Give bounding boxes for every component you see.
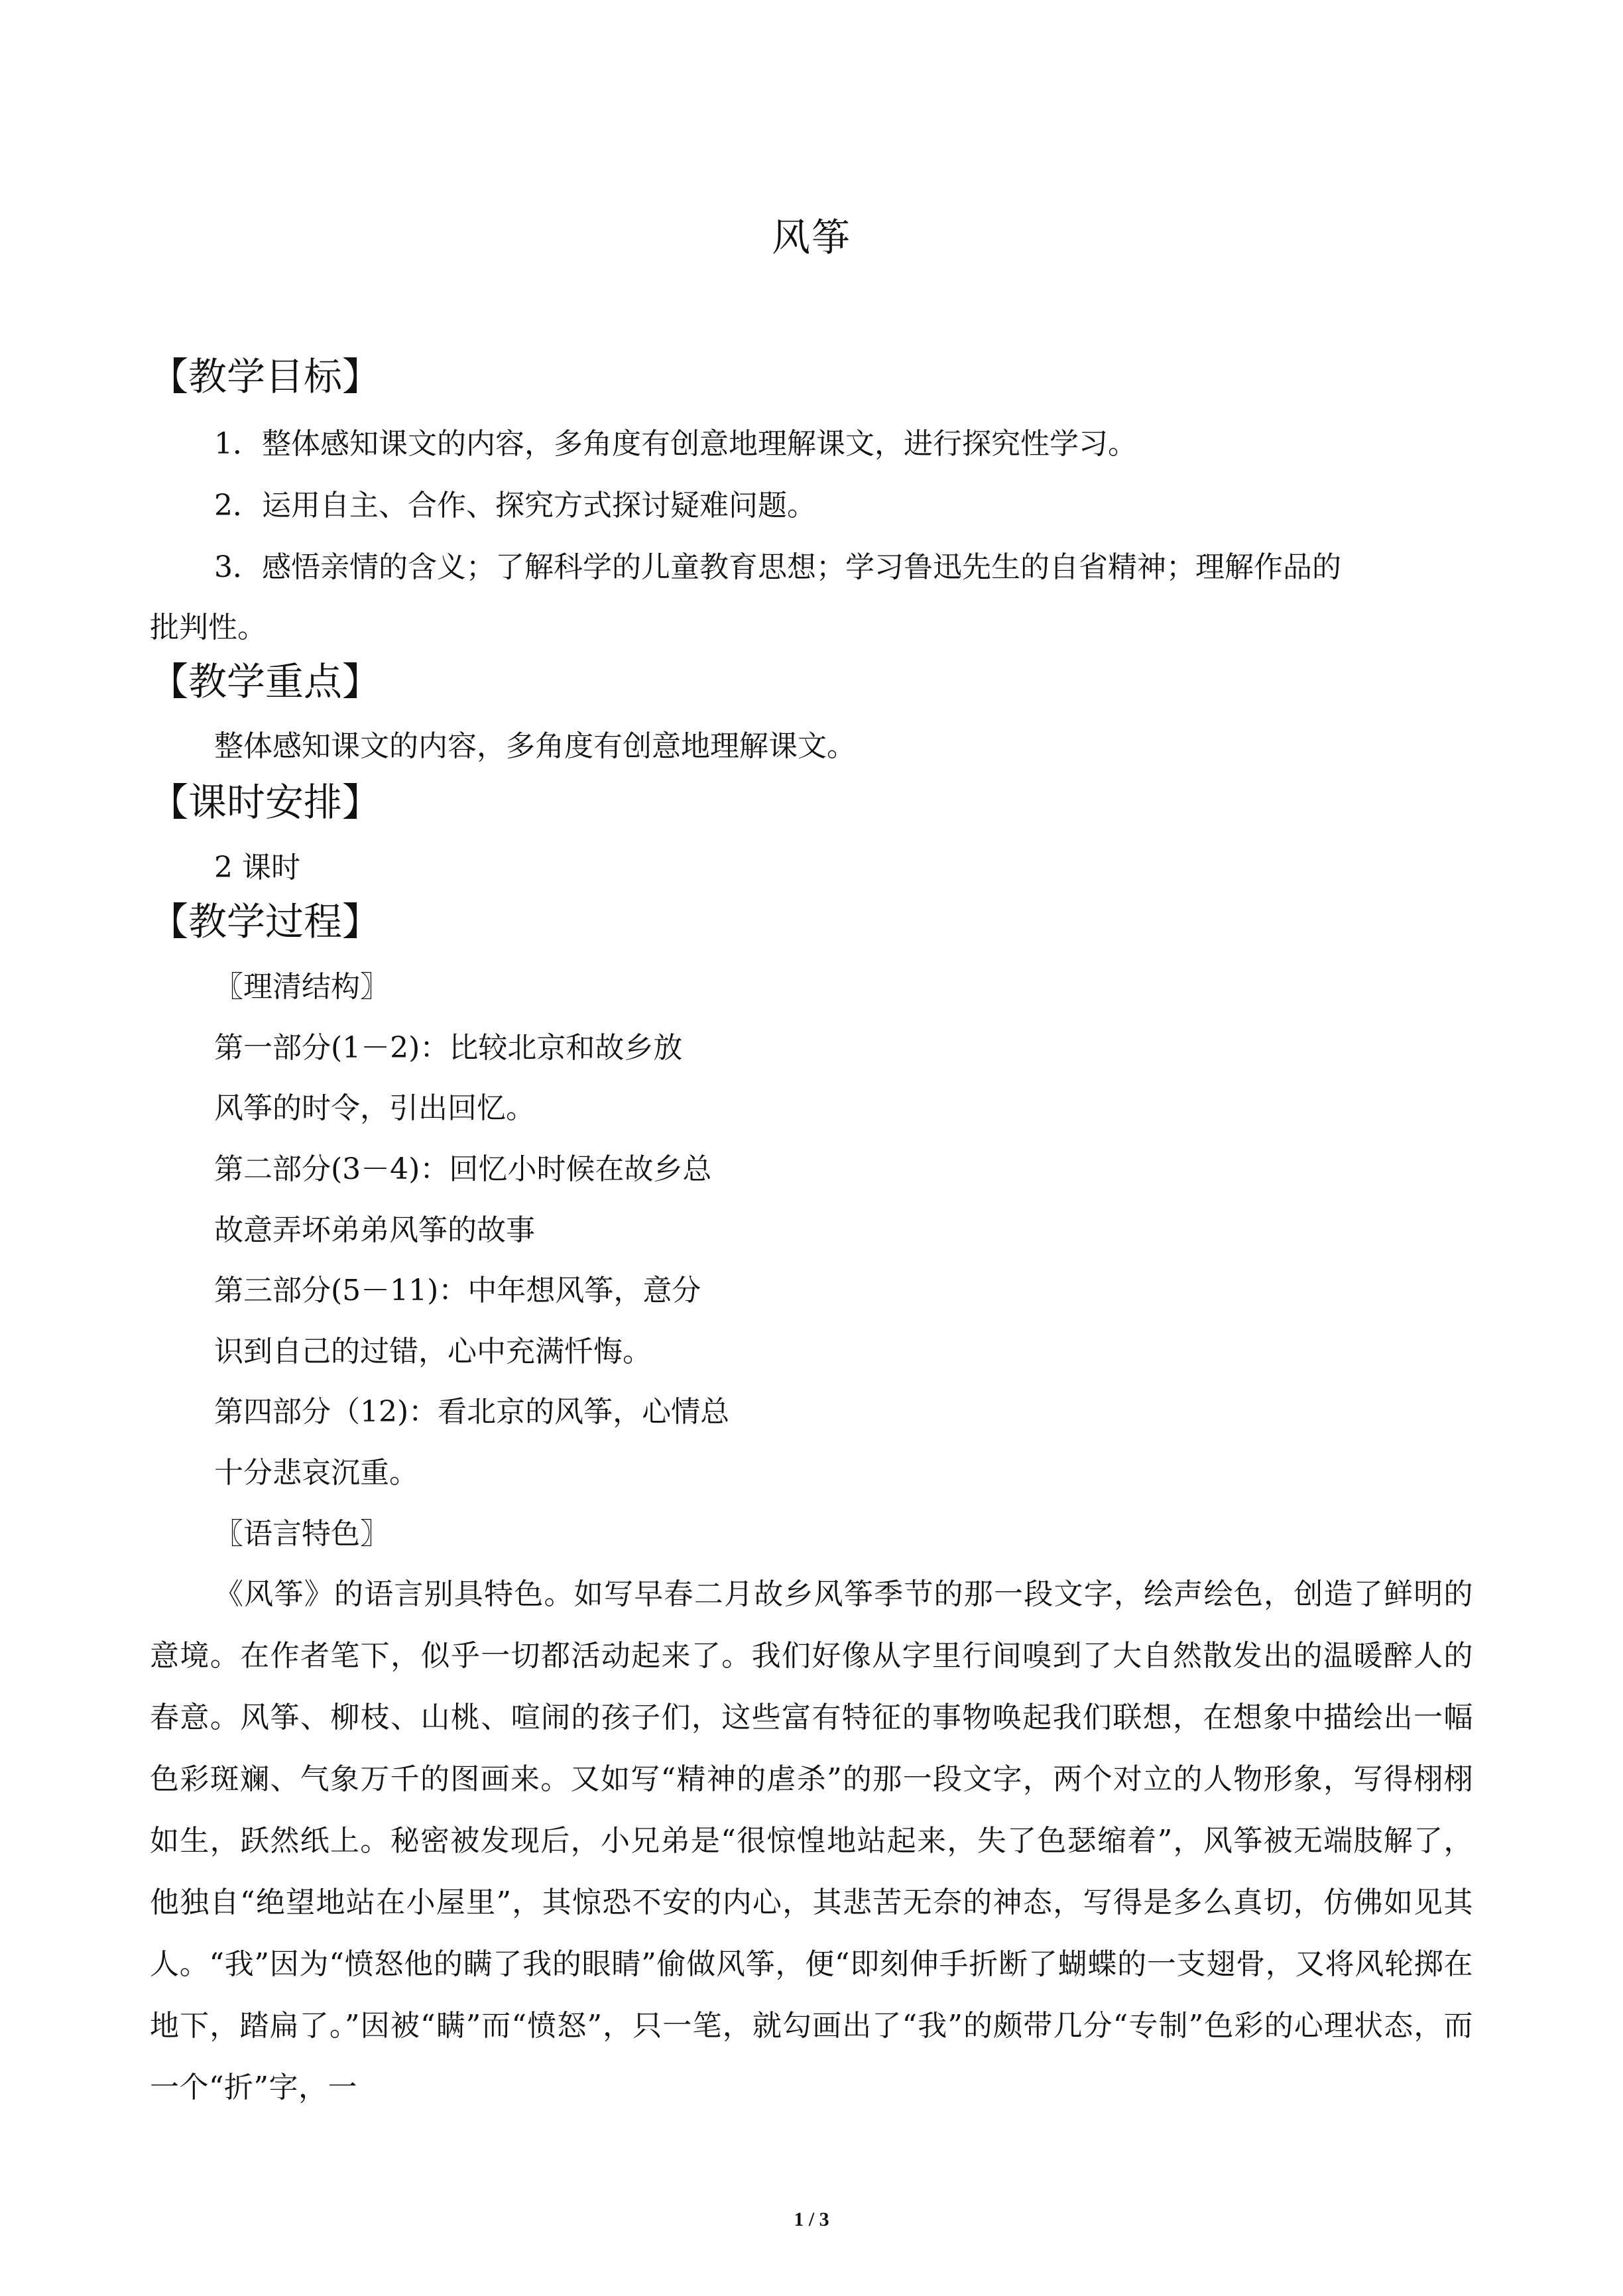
structure-line: 风筝的时令，引出回忆。 <box>214 1091 535 1125</box>
process-heading: 【教学过程】 <box>150 899 381 944</box>
schedule-text: 2 课时 <box>214 851 300 884</box>
structure-line: 故意弄坏弟弟风筝的故事 <box>214 1213 535 1247</box>
objective-item: 1．整体感知课文的内容，多角度有创意地理解课文，进行探究性学习。 <box>214 427 1137 461</box>
key-points-heading: 【教学重点】 <box>150 659 381 704</box>
structure-line: 第四部分（12)：看北京的风筝，心情总 <box>214 1395 730 1429</box>
page-number: 1 / 3 <box>794 2208 829 2230</box>
structure-line: 十分悲哀沉重。 <box>214 1456 418 1490</box>
structure-line: 识到自己的过错，心中充满忏悔。 <box>214 1335 652 1368</box>
objectives-heading: 【教学目标】 <box>150 354 381 399</box>
objective-item: 3．感悟亲情的含义；了解科学的儿童教育思想；学习鲁迅先生的自省精神；理解作品的 <box>214 550 1341 584</box>
structure-line: 第一部分(1－2)：比较北京和故乡放 <box>214 1031 683 1065</box>
schedule-heading: 【课时安排】 <box>150 780 381 825</box>
objective-item: 2．运用自主、合作、探究方式探讨疑难问题。 <box>214 489 816 522</box>
structure-label: 〖理清结构〗 <box>214 970 389 1004</box>
key-points-text: 整体感知课文的内容，多角度有创意地理解课文。 <box>214 729 856 763</box>
structure-line: 第二部分(3－4)：回忆小时候在故乡总 <box>214 1152 712 1186</box>
document-title: 风筝 <box>771 215 851 260</box>
language-label: 〖语言特色〗 <box>214 1517 389 1551</box>
language-paragraph: 《风筝》的语言别具特色。如写早春二月故乡风筝季节的那一段文字，绘声绘色，创造了鲜明的意境。在作者笔下，似乎一切都活动起来了。我们好像从字里行间嗅到了大自然散发出的温暖醉人的春意。风筝、柳枝、山桃、喧闹的孩子们，这些富有特征的事物唤起我们联想，在想象中描绘出一幅色彩斑斓、气象万千的图画来。又如写“精神的虐杀”的那一段文字，两个对立的人物形象，写得栩栩如生，跃然纸上。秘密被发现后，小兄弟是“很惊惶地站起来，失了色瑟缩着”，风筝被无端肢解了，他独自“绝望地站在小屋里”，其惊恐不安的内心，其悲苦无奈的神态，写得是多么真切，仿佛如见其人。“我”因为“愤怒他的瞒了我的眼睛”偷做风筝，便“即刻伸手折断了蝴蝶的一支翅骨，又将风轮掷在地下，踏扁了。”因被“瞒”而“愤怒”，只一笔，就勾画出了“我”的颇带几分“专制”色彩的心理状态，而一个“折”字，一 <box>150 1577 1473 2104</box>
objective-item-continuation: 批判性。 <box>150 611 267 644</box>
structure-line: 第三部分(5－11)：中年想风筝，意分 <box>214 1274 701 1307</box>
